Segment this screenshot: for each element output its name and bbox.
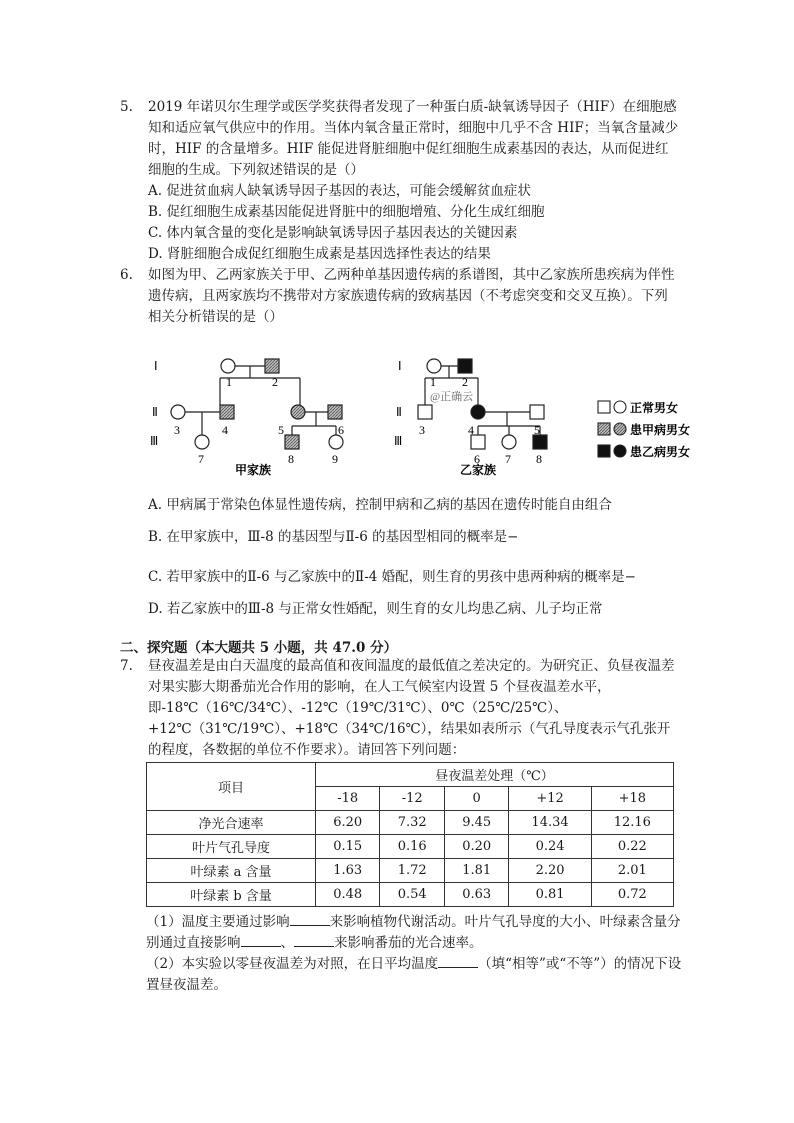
- row-label: 叶片气孔导度: [147, 835, 316, 859]
- a-I-1-female: [221, 359, 235, 373]
- b-label-8: 8: [536, 452, 542, 466]
- sub1-text-d: 来影响番茄的光合速率。: [334, 935, 483, 951]
- table-row: [147, 811, 674, 835]
- gen-label-3: Ⅲ: [150, 434, 159, 448]
- row-label: 叶绿素 b 含量: [147, 883, 316, 907]
- table-row: [147, 883, 674, 907]
- a-III-8-male-affected: [285, 435, 299, 449]
- a-label-9: 9: [332, 452, 338, 466]
- table-cell: 0.81: [509, 883, 591, 907]
- a-label-7: 7: [198, 452, 204, 466]
- legend-normal-female: [614, 401, 626, 413]
- b-III-7-female: [502, 435, 516, 449]
- a-label-2: 2: [272, 375, 278, 389]
- a-label-3: 3: [174, 423, 180, 437]
- sub1-text-c: 、: [280, 935, 294, 951]
- b-III-8-male-affected: [533, 435, 547, 449]
- b-label-2: 2: [462, 375, 468, 389]
- option-c: C. 体内氧含量的变化是影响缺氧诱导因子基因表达的关键因素: [148, 225, 518, 241]
- table-cell: 12.16: [591, 811, 673, 835]
- question-number: 6.: [120, 267, 133, 283]
- table-row: [147, 859, 674, 883]
- answer-blank[interactable]: [438, 955, 478, 968]
- gen-label-1: Ⅰ: [154, 359, 158, 373]
- option-a: A. 促进贫血病人缺氧诱导因子基因的表达，可能会缓解贫血症状: [148, 183, 531, 199]
- question-number: 5.: [120, 99, 133, 115]
- row-label: 叶绿素 a 含量: [147, 859, 316, 883]
- a-label-4: 4: [222, 423, 228, 437]
- b-II-5-male: [530, 405, 544, 419]
- b-II-3-male: [418, 405, 432, 419]
- a-label-5: 5: [278, 423, 284, 437]
- legend-b-label: 患乙病男女: [630, 445, 691, 459]
- table-cell: 0.63: [444, 883, 508, 907]
- a-II-6-male-affected: [328, 405, 342, 419]
- b-label-3: 3: [419, 423, 425, 437]
- legend-b-female: [614, 445, 626, 457]
- legend-a-female: [614, 423, 626, 435]
- col-header: +12: [509, 787, 591, 811]
- b-I-2-male-affected: [458, 359, 472, 373]
- table-cell: 2.01: [591, 859, 673, 883]
- a-label-6: 6: [338, 423, 344, 437]
- sub-question-1: [146, 912, 686, 954]
- header-item: 项目: [147, 763, 316, 811]
- table-cell: 0.22: [591, 835, 673, 859]
- b-label-6: 6: [474, 452, 480, 466]
- table-cell: 0.72: [591, 883, 673, 907]
- table-cell: 2.20: [509, 859, 591, 883]
- results-table: [146, 762, 674, 907]
- b-label-4: 4: [468, 423, 474, 437]
- q6-option-a: A. 甲病属于常染色体显性遗传病，控制甲病和乙病的基因在遗传时能自由组合: [148, 497, 612, 513]
- family-a-caption: 甲家族: [235, 463, 272, 477]
- a-III-7-female: [195, 435, 209, 449]
- table-cell: 0.16: [380, 835, 444, 859]
- legend-normal-label: 正常男女: [630, 401, 679, 415]
- a-II-3-female: [171, 405, 185, 419]
- table-cell: 14.34: [509, 811, 591, 835]
- question-5: [120, 97, 680, 265]
- a-III-9-female: [329, 435, 343, 449]
- question-stem: 如图为甲、乙两家族关于甲、乙两种单基因遗传病的系谱图，其中乙家族所患疾病为伴性遗传病，且两家族均不携带对方家族遗传病的致病基因（不考虑突变和交叉互换）。下列相关分析错误的是（）: [148, 267, 675, 325]
- pedigree-figure: [140, 348, 730, 478]
- col-header: -18: [316, 787, 380, 811]
- watermark: @正确云: [430, 391, 474, 403]
- table-cell: 0.48: [316, 883, 380, 907]
- question-6: [120, 265, 680, 328]
- table-cell: 9.45: [444, 811, 508, 835]
- table-cell: 0.20: [444, 835, 508, 859]
- question-stem: 2019 年诺贝尔生理学或医学奖获得者发现了一种蛋白质-缺氧诱导因子（HIF）在细胞感知和适应氧气供应中的作用。当体内氧含量正常时，细胞中几乎不含 HIF；当氧含量减少时，HIF 的含量增多。HIF 能促进肾脏细胞中促红细胞生成素基因的表达，从而促进红细胞的生成。下列叙述错误的是（）: [148, 99, 679, 178]
- q6-option-d: D. 若乙家族中的Ⅲ-8 与正常女性婚配，则生育的女儿均患乙病、儿子均正常: [148, 601, 603, 617]
- a-label-8: 8: [288, 452, 294, 466]
- table-cell: 0.54: [380, 883, 444, 907]
- table-cell: 1.81: [444, 859, 508, 883]
- gen-label-b-1: Ⅰ: [398, 359, 402, 373]
- sub2-text-b: （填“相等”或“不等”）的情况下设置昼夜温差。: [146, 956, 682, 993]
- section-heading: 二、探究题（本大题共 5 小题，共 47.0 分）: [120, 640, 398, 656]
- table-cell: 0.24: [509, 835, 591, 859]
- legend-a-label: 患甲病男女: [630, 423, 691, 437]
- answer-blank[interactable]: [290, 913, 330, 926]
- table-cell: 7.32: [380, 811, 444, 835]
- option-d: D. 肾脏细胞合成促红细胞生成素是基因选择性表达的结果: [148, 246, 491, 262]
- b-III-6-male: [471, 435, 485, 449]
- col-header: 0: [444, 787, 508, 811]
- table-cell: 1.63: [316, 859, 380, 883]
- b-I-1-female: [427, 359, 441, 373]
- gen-label-2: Ⅱ: [152, 405, 158, 419]
- sub2-text-a: （2）本实验以零昼夜温差为对照，在日平均温度: [146, 956, 439, 972]
- table-cell: 6.20: [316, 811, 380, 835]
- answer-blank[interactable]: [294, 934, 334, 947]
- b-label-5: 5: [534, 423, 540, 437]
- answer-blank[interactable]: [241, 934, 281, 947]
- b-II-4-female-affected: [471, 405, 485, 419]
- a-II-4-male-affected: [220, 405, 234, 419]
- col-header: -12: [380, 787, 444, 811]
- option-b: B. 促红细胞生成素基因能促进肾脏中的细胞增殖、分化生成红细胞: [148, 204, 545, 220]
- sub1-text-a: （1）温度主要通过影响: [146, 914, 290, 930]
- a-II-5-female-affected: [291, 405, 305, 419]
- col-header: +18: [591, 787, 673, 811]
- legend-normal-male: [598, 401, 610, 413]
- table-row: [147, 835, 674, 859]
- a-I-2-male-affected: [265, 359, 279, 373]
- question-stem: 昼夜温差是由白天温度的最高值和夜间温度的最低值之差决定的。为研究正、负昼夜温差对果实膨大期番茄光合作用的影响，在人工气候室内设置 5 个昼夜温差水平，即-18℃（16℃/34℃）、-12℃（19℃/31℃）、0℃（25℃/25℃）、+12℃（31℃/19℃）、+18℃（34℃/16℃），结果如表所示（气孔导度表示气孔张开的程度，各数据的单位不作要求）。请回答下列问题：: [148, 658, 675, 758]
- question-number: 7.: [120, 658, 133, 674]
- b-label-1: 1: [430, 375, 436, 389]
- legend-b-male: [598, 445, 610, 457]
- legend-a-male: [598, 423, 610, 435]
- header-group: 昼夜温差处理（℃）: [316, 763, 674, 787]
- row-label: 净光合速率: [147, 811, 316, 835]
- sub-question-2: [146, 954, 686, 996]
- table-cell: 1.72: [380, 859, 444, 883]
- a-label-1: 1: [226, 375, 232, 389]
- q6-option-b: B. 在甲家族中，Ⅲ-8 的基因型与Ⅱ-6 的基因型相同的概率是−: [148, 529, 519, 545]
- q6-option-c: C. 若甲家族中的Ⅱ-6 与乙家族中的Ⅱ-4 婚配，则生育的男孩中患两种病的概率是−: [148, 569, 636, 585]
- table-cell: 0.15: [316, 835, 380, 859]
- gen-label-b-2: Ⅱ: [396, 405, 402, 419]
- question-7: [120, 656, 680, 761]
- family-b-caption: 乙家族: [460, 463, 497, 477]
- sub1-text-b: 来影响植物代谢活动。叶片气孔导度的大小、叶绿素含量分别通过直接影响: [146, 914, 681, 951]
- b-label-7: 7: [505, 452, 511, 466]
- gen-label-b-3: Ⅲ: [394, 434, 403, 448]
